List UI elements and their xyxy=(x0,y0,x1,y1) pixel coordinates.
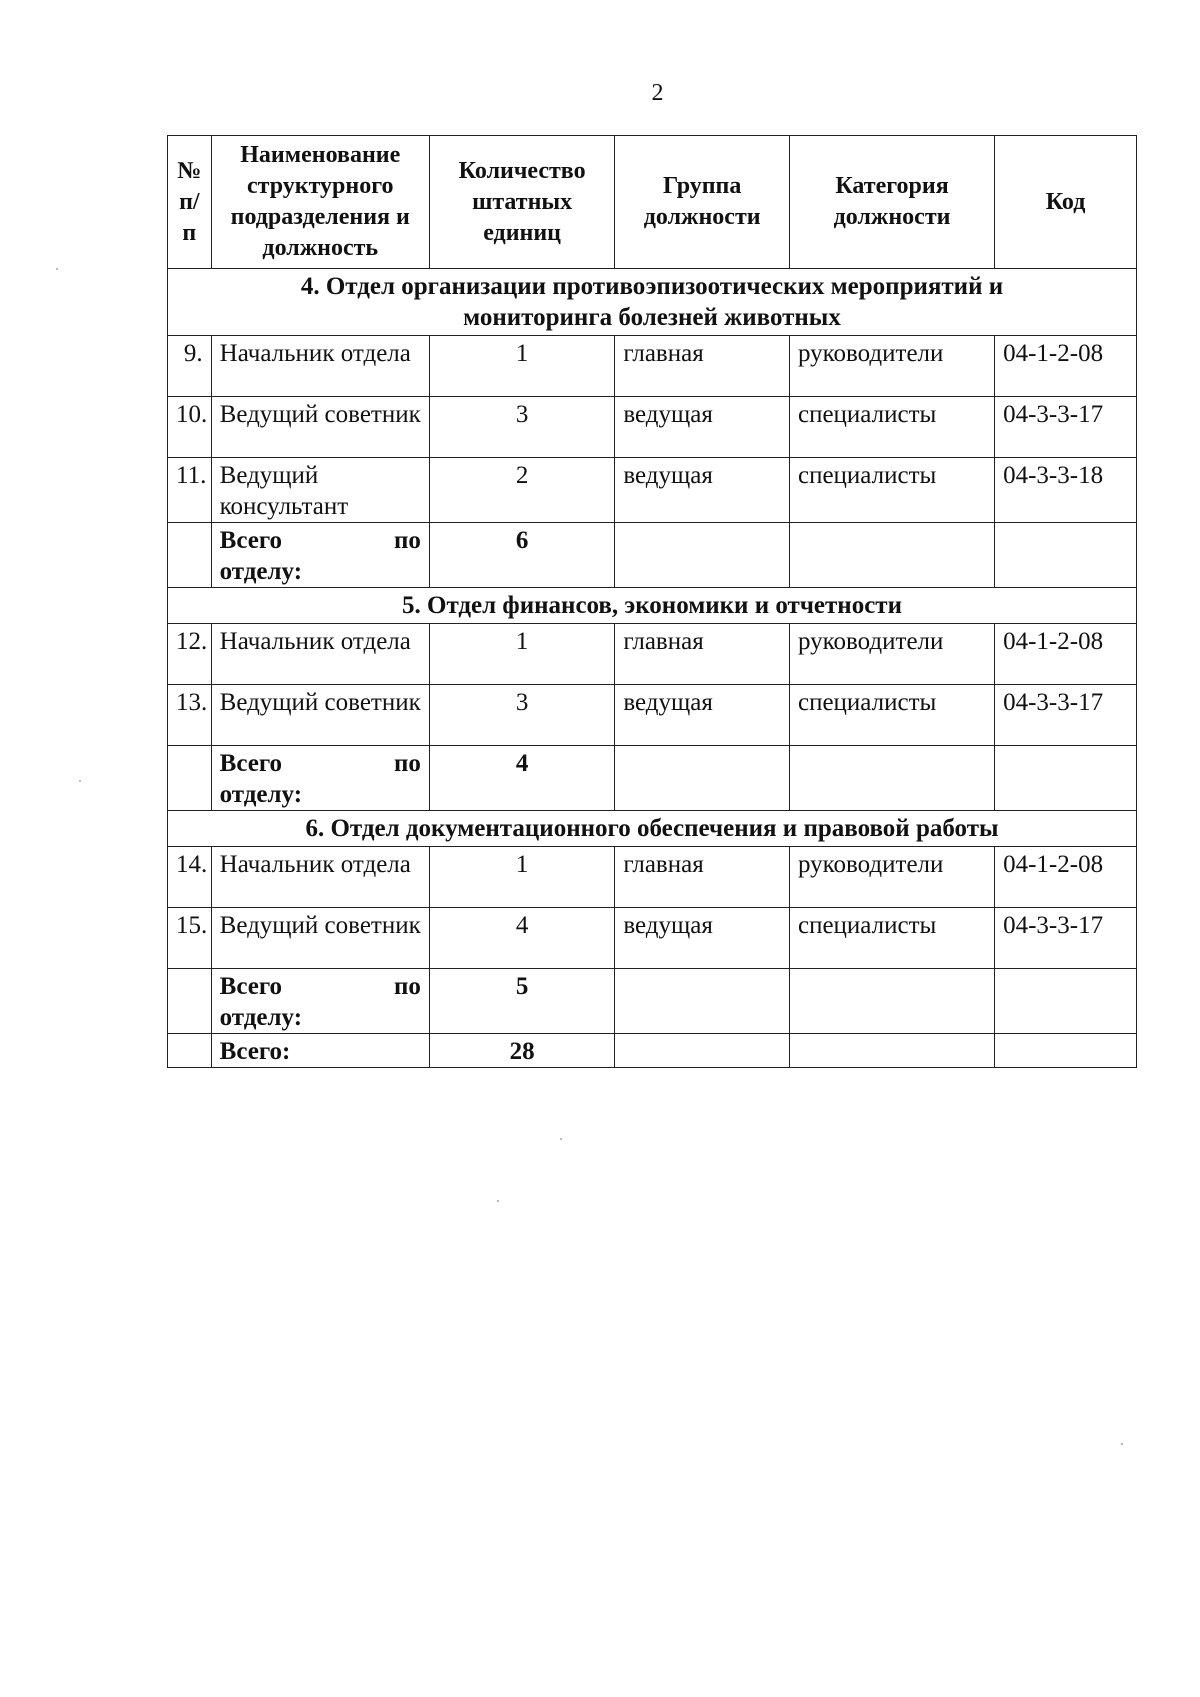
scan-speck xyxy=(1121,1443,1123,1445)
empty-cell xyxy=(168,1034,212,1068)
row-number: 14. xyxy=(168,847,212,908)
table-row xyxy=(168,397,1137,458)
row-number: 15. xyxy=(168,908,212,969)
table-row xyxy=(168,336,1137,397)
empty-cell xyxy=(995,969,1137,1034)
position-name: Начальник отдела xyxy=(211,336,429,397)
table-row xyxy=(168,685,1137,746)
position-name: Ведущий советник xyxy=(211,685,429,746)
position-category: руководители xyxy=(789,336,994,397)
page-number: 2 xyxy=(651,80,664,106)
grand-total-row xyxy=(168,1034,1137,1068)
position-code: 04-1-2-08 xyxy=(995,624,1137,685)
total-label-word: Всего xyxy=(219,527,283,554)
position-category: руководители xyxy=(789,847,994,908)
total-label xyxy=(211,746,429,811)
empty-cell xyxy=(168,523,212,588)
position-category: специалисты xyxy=(789,908,994,969)
total-label-word: отделу: xyxy=(219,781,303,808)
position-category: специалисты xyxy=(789,397,994,458)
position-name: Начальник отдела xyxy=(211,624,429,685)
position-code: 04-1-2-08 xyxy=(995,336,1137,397)
grand-total-label: Всего: xyxy=(211,1034,429,1068)
empty-cell xyxy=(995,746,1137,811)
total-label-line xyxy=(220,971,421,1002)
table-row xyxy=(168,908,1137,969)
position-group: ведущая xyxy=(615,458,790,523)
scan-speck xyxy=(56,268,58,270)
empty-cell xyxy=(789,969,994,1034)
total-label-word: отделу: xyxy=(219,1004,303,1031)
position-group: ведущая xyxy=(615,685,790,746)
section-total-value: 6 xyxy=(429,523,615,588)
table-row xyxy=(168,847,1137,908)
position-category: руководители xyxy=(789,624,994,685)
total-label-line xyxy=(220,525,421,556)
header-number: № п/ п xyxy=(168,136,212,269)
position-name: Ведущий консультант xyxy=(211,458,429,523)
empty-cell xyxy=(168,746,212,811)
section-total-row xyxy=(168,969,1137,1034)
position-category: специалисты xyxy=(789,685,994,746)
empty-cell xyxy=(615,969,790,1034)
section-title: 4. Отдел организации противоэпизоотических мероприятий и мониторинга болезней животных xyxy=(168,269,1137,336)
total-label-word: отделу: xyxy=(219,558,303,585)
position-code: 04-1-2-08 xyxy=(995,847,1137,908)
staff-count: 1 xyxy=(429,336,615,397)
total-label-word: Всего xyxy=(219,750,283,777)
position-code: 04-3-3-17 xyxy=(995,397,1137,458)
header-group: Группа должности xyxy=(615,136,790,269)
section-header-row xyxy=(168,588,1137,624)
table-body xyxy=(168,269,1137,1068)
empty-cell xyxy=(995,1034,1137,1068)
position-name: Ведущий советник xyxy=(211,397,429,458)
total-label-word: по xyxy=(393,750,421,777)
empty-cell xyxy=(168,969,212,1034)
staff-count: 4 xyxy=(429,908,615,969)
position-group: главная xyxy=(615,624,790,685)
header-count: Количество штатных единиц xyxy=(429,136,615,269)
position-group: ведущая xyxy=(615,908,790,969)
position-category: специалисты xyxy=(789,458,994,523)
empty-cell xyxy=(615,1034,790,1068)
table-row xyxy=(168,458,1137,523)
header-name: Наименование структурного подразделения и должность xyxy=(211,136,429,269)
section-total-value: 4 xyxy=(429,746,615,811)
grand-total-value: 28 xyxy=(429,1034,615,1068)
empty-cell xyxy=(789,523,994,588)
position-group: главная xyxy=(615,847,790,908)
row-number: 12. xyxy=(168,624,212,685)
total-label-line xyxy=(220,748,421,779)
empty-cell xyxy=(995,523,1137,588)
scan-speck xyxy=(560,1138,562,1140)
row-number: 9. xyxy=(168,336,212,397)
staff-count: 3 xyxy=(429,685,615,746)
staffing-table xyxy=(167,135,1137,1068)
position-group: ведущая xyxy=(615,397,790,458)
position-name: Начальник отдела xyxy=(211,847,429,908)
scan-speck xyxy=(497,1200,499,1202)
empty-cell xyxy=(615,523,790,588)
table-header-row xyxy=(168,136,1137,269)
header-category: Категория должности xyxy=(789,136,994,269)
section-title: 5. Отдел финансов, экономики и отчетности xyxy=(168,588,1137,624)
header-code: Код xyxy=(995,136,1137,269)
empty-cell xyxy=(789,1034,994,1068)
staff-count: 2 xyxy=(429,458,615,523)
total-label-word: по xyxy=(393,527,421,554)
empty-cell xyxy=(789,746,994,811)
empty-cell xyxy=(615,746,790,811)
position-name: Ведущий советник xyxy=(211,908,429,969)
row-number: 11. xyxy=(168,458,212,523)
staff-count: 3 xyxy=(429,397,615,458)
total-label xyxy=(211,523,429,588)
table-row xyxy=(168,624,1137,685)
total-label-word: Всего xyxy=(219,973,283,1000)
staff-count: 1 xyxy=(429,847,615,908)
row-number: 13. xyxy=(168,685,212,746)
row-number: 10. xyxy=(168,397,212,458)
scan-speck xyxy=(79,780,81,782)
staff-count: 1 xyxy=(429,624,615,685)
position-code: 04-3-3-18 xyxy=(995,458,1137,523)
position-code: 04-3-3-17 xyxy=(995,685,1137,746)
section-header-row xyxy=(168,811,1137,847)
position-code: 04-3-3-17 xyxy=(995,908,1137,969)
section-total-value: 5 xyxy=(429,969,615,1034)
total-label xyxy=(211,969,429,1034)
section-header-row xyxy=(168,269,1137,336)
total-label-word: по xyxy=(393,973,421,1000)
section-total-row xyxy=(168,523,1137,588)
position-group: главная xyxy=(615,336,790,397)
section-total-row xyxy=(168,746,1137,811)
section-title: 6. Отдел документационного обеспечения и правовой работы xyxy=(168,811,1137,847)
